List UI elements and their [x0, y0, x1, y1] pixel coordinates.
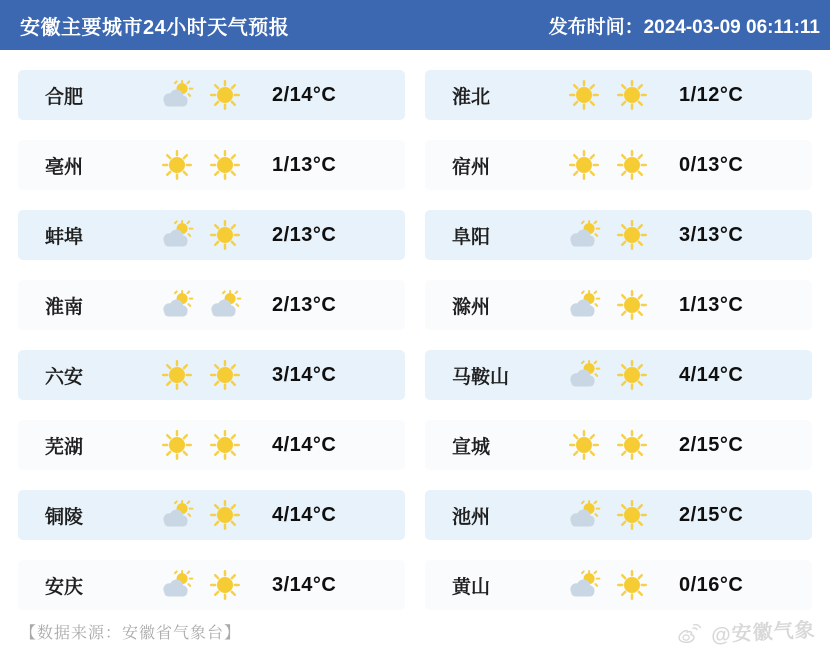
sunny-icon	[208, 429, 242, 461]
city-name: 马鞍山	[452, 366, 510, 388]
city-name: 宿州	[452, 156, 491, 178]
sunny-icon	[615, 79, 649, 111]
sunny-icon	[615, 499, 649, 531]
partly-cloudy-icon	[160, 569, 194, 601]
city-name: 淮南	[45, 296, 84, 318]
weather-icons	[567, 569, 649, 601]
sunny-icon	[615, 569, 649, 601]
sunny-icon	[615, 429, 649, 461]
weather-icons	[567, 499, 649, 531]
city-name: 铜陵	[45, 506, 84, 528]
city-name: 阜阳	[452, 226, 491, 248]
partly-cloudy-icon	[160, 499, 194, 531]
weather-row	[425, 490, 812, 540]
city-name: 合肥	[45, 86, 84, 108]
partly-cloudy-icon	[160, 79, 194, 111]
weather-column-left	[18, 70, 405, 610]
temperature-range: 2/15°C	[679, 433, 744, 456]
temperature-range: 4/14°C	[679, 363, 744, 386]
weather-row	[425, 420, 812, 470]
watermark	[672, 611, 817, 650]
weather-icons	[567, 429, 649, 461]
temperature-range: 2/15°C	[679, 503, 744, 526]
weather-row	[425, 70, 812, 120]
weather-icons	[160, 219, 242, 251]
weather-row	[425, 560, 812, 610]
sunny-icon	[208, 359, 242, 391]
city-name: 宣城	[452, 436, 491, 458]
temperature-range: 3/14°C	[272, 363, 337, 386]
temperature-range: 2/13°C	[272, 223, 337, 246]
temperature-range: 3/14°C	[272, 573, 337, 596]
city-name: 滁州	[452, 296, 491, 318]
partly-cloudy-icon	[567, 219, 601, 251]
weather-icons	[160, 499, 242, 531]
header-bar	[0, 0, 830, 50]
city-name: 淮北	[452, 86, 491, 108]
weather-icons	[160, 289, 242, 321]
partly-cloudy-icon	[160, 219, 194, 251]
weather-grid	[0, 50, 830, 610]
partly-cloudy-icon	[567, 289, 601, 321]
publish-time: 发布时间：2024-03-09 06:11:11	[548, 16, 820, 38]
partly-cloudy-icon	[567, 499, 601, 531]
weather-row	[18, 140, 405, 190]
weather-icons	[567, 149, 649, 181]
weather-row	[425, 140, 812, 190]
temperature-range: 0/13°C	[679, 153, 744, 176]
city-name: 黄山	[452, 576, 491, 598]
sunny-icon	[160, 149, 194, 181]
sunny-icon	[208, 79, 242, 111]
temperature-range: 1/12°C	[679, 83, 744, 106]
partly-cloudy-icon	[208, 289, 242, 321]
weather-icons	[567, 359, 649, 391]
weather-column-right	[425, 70, 812, 610]
temperature-range: 4/14°C	[272, 503, 337, 526]
sunny-icon	[615, 219, 649, 251]
weibo-icon	[672, 617, 708, 651]
sunny-icon	[615, 289, 649, 321]
sunny-icon	[208, 149, 242, 181]
weather-row	[425, 280, 812, 330]
sunny-icon	[615, 149, 649, 181]
temperature-range: 2/13°C	[272, 293, 337, 316]
city-name: 芜湖	[45, 436, 84, 458]
sunny-icon	[567, 429, 601, 461]
weather-icons	[160, 569, 242, 601]
weather-row	[425, 210, 812, 260]
sunny-icon	[208, 569, 242, 601]
partly-cloudy-icon	[567, 359, 601, 391]
data-source-label: 【数据来源：安徽省气象台】	[20, 624, 242, 642]
temperature-range: 4/14°C	[272, 433, 337, 456]
sunny-icon	[567, 149, 601, 181]
weather-icons	[160, 149, 242, 181]
sunny-icon	[615, 359, 649, 391]
weather-row	[425, 350, 812, 400]
weather-icons	[160, 79, 242, 111]
weather-row	[18, 70, 405, 120]
weather-icons	[567, 219, 649, 251]
temperature-range: 3/13°C	[679, 223, 744, 246]
watermark-text: @安徽气象	[711, 618, 817, 647]
weather-row	[18, 350, 405, 400]
weather-row	[18, 560, 405, 610]
weather-row	[18, 280, 405, 330]
city-name: 六安	[45, 366, 84, 388]
weather-icons	[160, 429, 242, 461]
partly-cloudy-icon	[567, 569, 601, 601]
temperature-range: 0/16°C	[679, 573, 744, 596]
sunny-icon	[567, 79, 601, 111]
temperature-range: 1/13°C	[272, 153, 337, 176]
city-name: 亳州	[45, 156, 84, 178]
temperature-range: 2/14°C	[272, 83, 337, 106]
weather-row	[18, 490, 405, 540]
page-title: 安徽主要城市24小时天气预报	[20, 16, 290, 39]
footer	[0, 610, 830, 660]
temperature-range: 1/13°C	[679, 293, 744, 316]
weather-icons	[567, 289, 649, 321]
sunny-icon	[208, 219, 242, 251]
weather-icons	[160, 359, 242, 391]
sunny-icon	[208, 499, 242, 531]
weather-icons	[567, 79, 649, 111]
partly-cloudy-icon	[160, 289, 194, 321]
weather-row	[18, 420, 405, 470]
city-name: 蚌埠	[45, 226, 84, 248]
weather-row	[18, 210, 405, 260]
city-name: 池州	[452, 506, 491, 528]
city-name: 安庆	[45, 576, 84, 598]
sunny-icon	[160, 429, 194, 461]
sunny-icon	[160, 359, 194, 391]
